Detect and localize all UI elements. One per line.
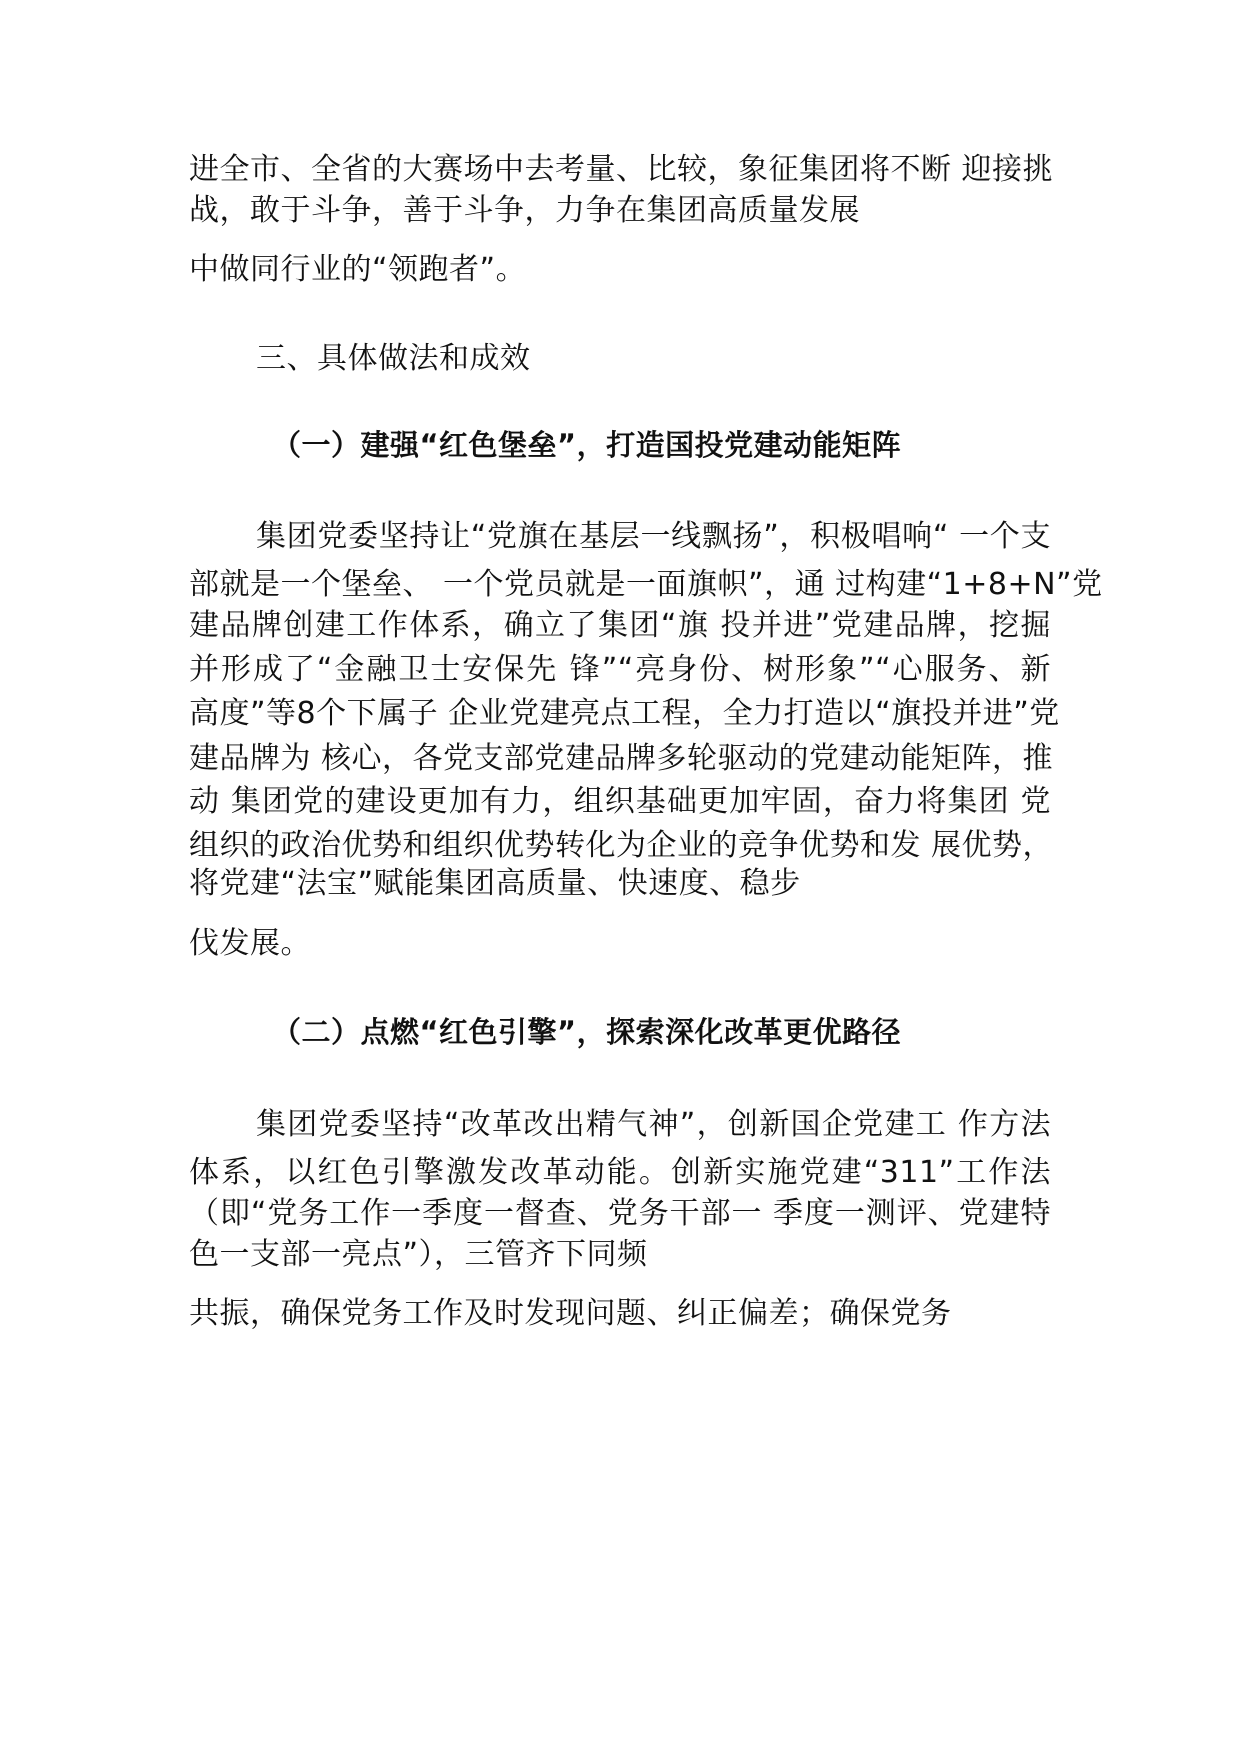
paragraph-line: 将党建“法宝”赋能集团高质量、快速度、稳步 (189, 866, 801, 901)
paragraph-line: 进全市、全省的大赛场中去考量、比较，象征集团将不断 迎接挑 (189, 152, 1054, 187)
paragraph-line: 建品牌为 核心，各党支部党建品牌多轮驱动的党建动能矩阵，推 (189, 741, 1054, 776)
paragraph-line: （即“党务工作一季度一督查、党务干部一 季度一测评、党建特 (189, 1196, 1051, 1231)
paragraph-line: 高度”等8个下属子 企业党建亮点工程，全力打造以“旗投并进”党 (189, 696, 1060, 731)
paragraph-line: 建品牌创建工作体系，确立了集团“旗 投并进”党建品牌，挖掘 (189, 608, 1051, 643)
paragraph-line: 中做同行业的“领跑者”。 (189, 252, 527, 287)
subsection-heading: （二）点燃“红色引擎”，探索深化改革更优路径 (272, 1015, 902, 1049)
paragraph-line: 动 集团党的建设更加有力，组织基础更加牢固，奋力将集团 党 (189, 784, 1051, 819)
paragraph-line: 集团党委坚持让“党旗在基层一线飘扬”，积极唱响“ 一个支 (256, 519, 1051, 554)
paragraph-line: 部就是一个堡垒、 一个党员就是一面旗帜”，通 过构建“1+8+N”党 (189, 567, 1103, 602)
paragraph-line: 色一支部一亮点”），三管齐下同频 (189, 1237, 648, 1272)
paragraph-line: 集团党委坚持“改革改出精气神”，创新国企党建工 作方法 (256, 1107, 1051, 1142)
section-heading: 三、具体做法和成效 (256, 341, 531, 376)
paragraph-line: 组织的政治优势和组织优势转化为企业的竞争优势和发 展优势， (189, 828, 1054, 863)
subsection-heading: （一）建强“红色堡垒”，打造国投党建动能矩阵 (272, 428, 902, 462)
paragraph-line: 体系，以红色引擎激发改革动能。创新实施党建“311”工作法 (189, 1155, 1051, 1190)
paragraph-line: 共振，确保党务工作及时发现问题、纠正偏差；确保党务 (189, 1296, 952, 1331)
paragraph-line: 并形成了“金融卫士安保先 锋”“亮身份、树形象”“心服务、新 (189, 652, 1051, 687)
paragraph-line: 战，敢于斗争，善于斗争，力争在集团高质量发展 (189, 193, 860, 228)
paragraph-line: 伐发展。 (189, 926, 311, 961)
